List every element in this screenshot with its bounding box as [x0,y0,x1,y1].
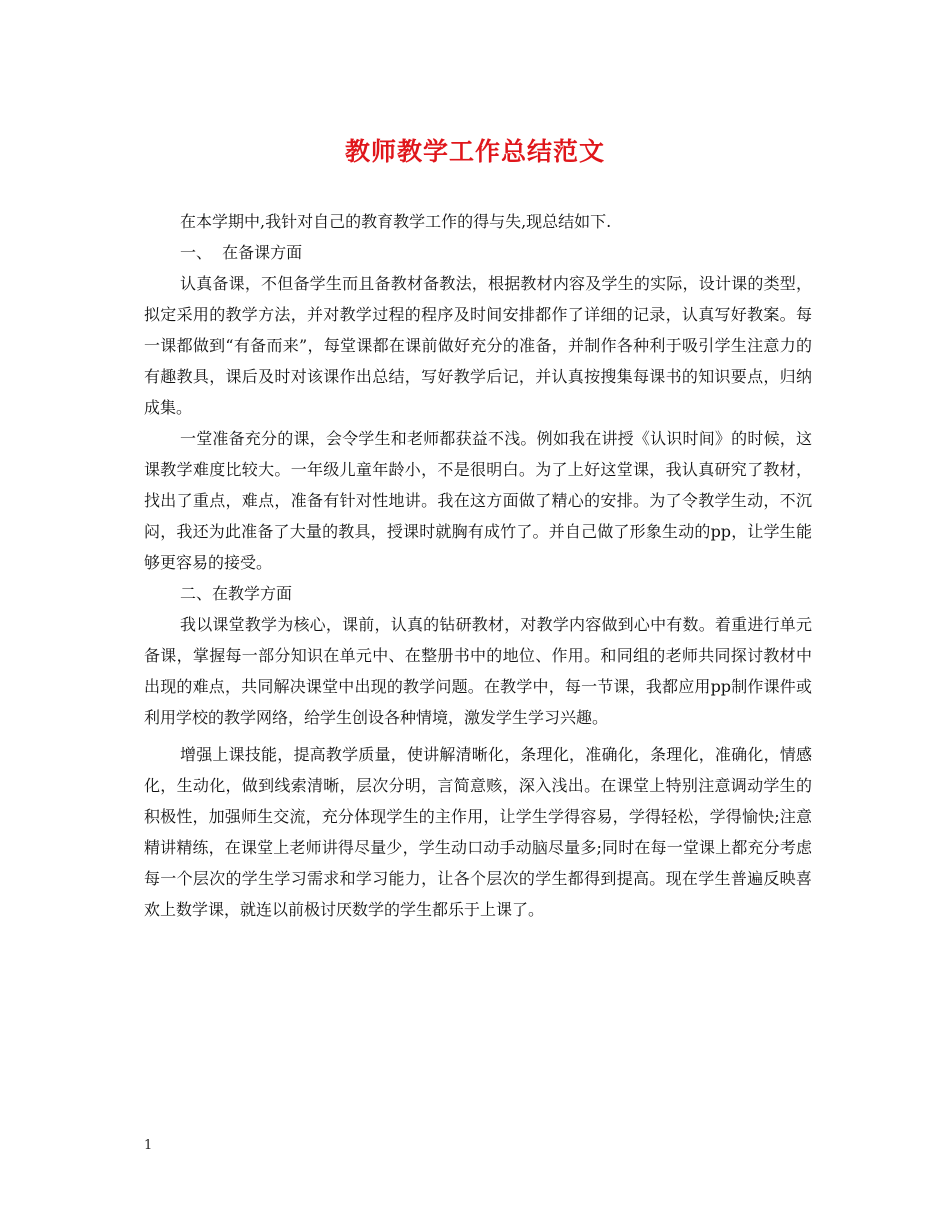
section-heading-teaching: 二、在教学方面 [180,584,293,603]
paragraph-time-lesson-example: 一堂准备充分的课，会令学生和老师都获益不浅。例如我在讲授《认识时间》的时候，这课教学难度比较大。一年级儿童年龄小，不是很明白。为了上好这堂课，我认真研究了教材，找出了重点，难点，准备有针对性地讲。我在这方面做了精心的安排。为了令教学生动，不沉闷，我还为此准备了大量的教具，授课时就胸有成竹了。并自己做了形象生动的pp，让学生能够更容易的接受。 [144,429,812,572]
page-number: 1 [144,1138,153,1153]
paragraph-teaching-skills: 增强上课技能，提高教学质量，使讲解清晰化，条理化，准确化，条理化，准确化，情感化，生动化，做到线索清晰，层次分明，言简意赅，深入浅出。在课堂上特别注意调动学生的积极性，加强师生交流，充分体现学生的主作用，让学生学得容易，学得轻松，学得愉快;注意精讲精练，在课堂上老师讲得尽量少，学生动口动手动脑尽量多;同时在每一堂课上都充分考虑每一个层次的学生学习需求和学习能力，让各个层次的学生都得到提高。现在学生普遍反映喜欢上数学课，就连以前极讨厌数学的学生都乐于上课了。 [144,745,812,919]
document-title: 教师教学工作总结范文 [344,137,605,166]
section-heading-lesson-prep: 一、 在备课方面 [180,243,303,262]
document-body [144,206,812,925]
intro-paragraph: 在本学期中,我针对自己的教育教学工作的得与失,现总结如下. [180,212,612,231]
paragraph-lesson-prep: 认真备课，不但备学生而且备教材备教法，根据教材内容及学生的实际，设计课的类型，拟定采用的教学方法，并对教学过程的程序及时间安排都作了详细的记录，认真写好教案。每一课都做到“有备而来”，每堂课都在课前做好充分的准备，并制作各种利于吸引学生注意力的有趣教具，课后及时对该课作出总结，写好教学后记，并认真按搜集每课书的知识要点，归纳成集。 [144,274,812,417]
paragraph-classroom-teaching: 我以课堂教学为核心，课前，认真的钻研教材，对教学内容做到心中有数。着重进行单元备课，掌握每一部分知识在单元中、在整册书中的地位、作用。和同组的老师共同探讨教材中出现的难点，共同解决课堂中出现的教学问题。在教学中，每一节课，我都应用pp制作课件或利用学校的教学网络，给学生创设各种情境，激发学生学习兴趣。 [144,615,812,727]
